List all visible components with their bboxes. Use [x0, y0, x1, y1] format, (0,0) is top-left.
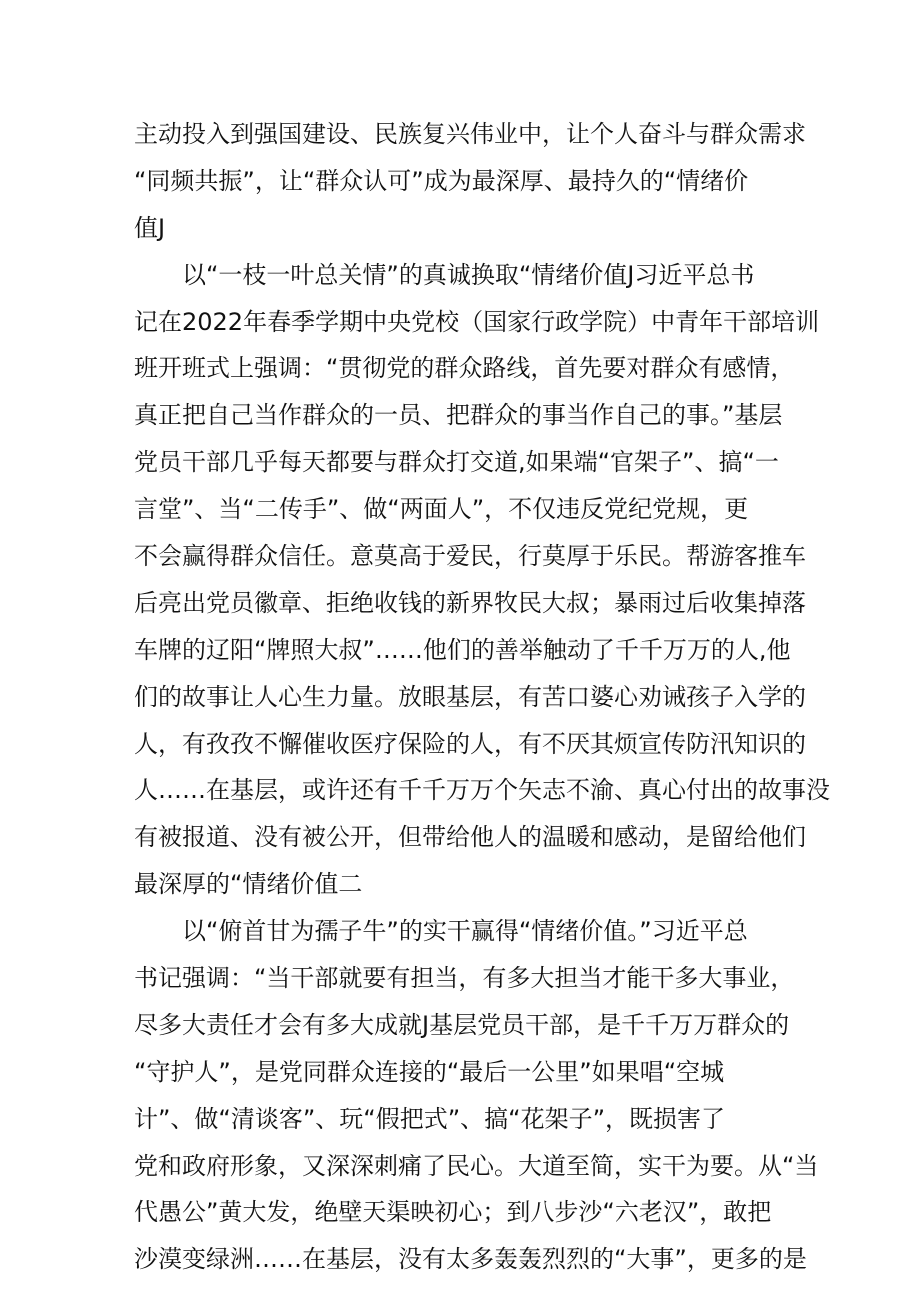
- text-line: 党和政府形象，又深深刺痛了民心。大道至简，实干为要。从“当: [134, 1151, 819, 1180]
- text-line: 言堂”、当“二传手”、做“两面人”，不仅违反党纪党规，更: [134, 495, 749, 524]
- text-line: 党员干部几乎每天都要与群众打交道,如果端“官架子”、搞“一: [134, 448, 779, 477]
- text-line: 车牌的辽阳“牌照大叔”……他们的善举触动了千千万万的人,他: [134, 635, 791, 664]
- text-line: 不会赢得群众信任。意莫高于爱民，行莫厚于乐民。帮游客推车: [134, 542, 806, 571]
- text-line: 沙漠变绿洲……在基层，没有太多轰轰烈烈的“大事”，更多的是: [134, 1245, 807, 1274]
- text-line: “同频共振”，让“群众认可”成为最深厚、最持久的“情绪价: [134, 166, 749, 195]
- body-text: [134, 116, 830, 1288]
- text-line: 记在2022年春季学期中央党校（国家行政学院）中青年干部培训: [134, 307, 820, 336]
- text-line: 最深厚的“情绪价值二: [134, 870, 363, 899]
- text-line: 真正把自己当作群众的一员、把群众的事当作自己的事。”基层: [134, 401, 783, 430]
- paragraph-start-line: 以“俯首甘为孺子牛”的实干赢得“情绪价值。”习近平总: [182, 917, 748, 946]
- text-line: 代愚公”黄大发，绝壁天渠映初心；到八步沙“六老汉”，敢把: [134, 1198, 772, 1227]
- text-line: 人……在基层，或许还有千千万万个矢志不渝、真心付出的故事没: [134, 776, 830, 805]
- text-line: 主动投入到强国建设、民族复兴伟业中，让个人奋斗与群众需求: [134, 120, 806, 148]
- text-line: 们的故事让人心生力量。放眼基层，有苦口婆心劝诫孩子入学的: [134, 682, 806, 711]
- text-line: 人，有孜孜不懈催收医疗保险的人，有不厌其烦宣传防汛知识的: [134, 729, 806, 758]
- text-line: 后亮出党员徽章、拒绝收钱的新界牧民大叔；暴雨过后收集掉落: [134, 588, 806, 617]
- text-line: 有被报道、没有被公开，但带给他人的温暖和感动，是留给他们: [134, 823, 806, 852]
- text-line: “守护人”，是党同群众连接的“最后一公里”如果唱“空城: [134, 1057, 725, 1086]
- text-line: 班开班式上强调：“贯彻党的群众路线，首先要对群众有感情，: [134, 354, 795, 383]
- text-line: 尽多大责任才会有多大成就J基层党员干部，是千千万万群众的: [134, 1010, 790, 1039]
- text-line: 书记强调：“当干部就要有担当，有多大担当才能干多大事业，: [134, 964, 795, 993]
- text-line: 计”、做“清谈客”、玩“假把式”、搞“花架子”，既损害了: [134, 1104, 726, 1133]
- paragraph-start-line: 以“一枝一叶总关情”的真诚换取“情绪价值J习近平总书: [182, 260, 755, 289]
- text-line: 值J: [134, 213, 166, 242]
